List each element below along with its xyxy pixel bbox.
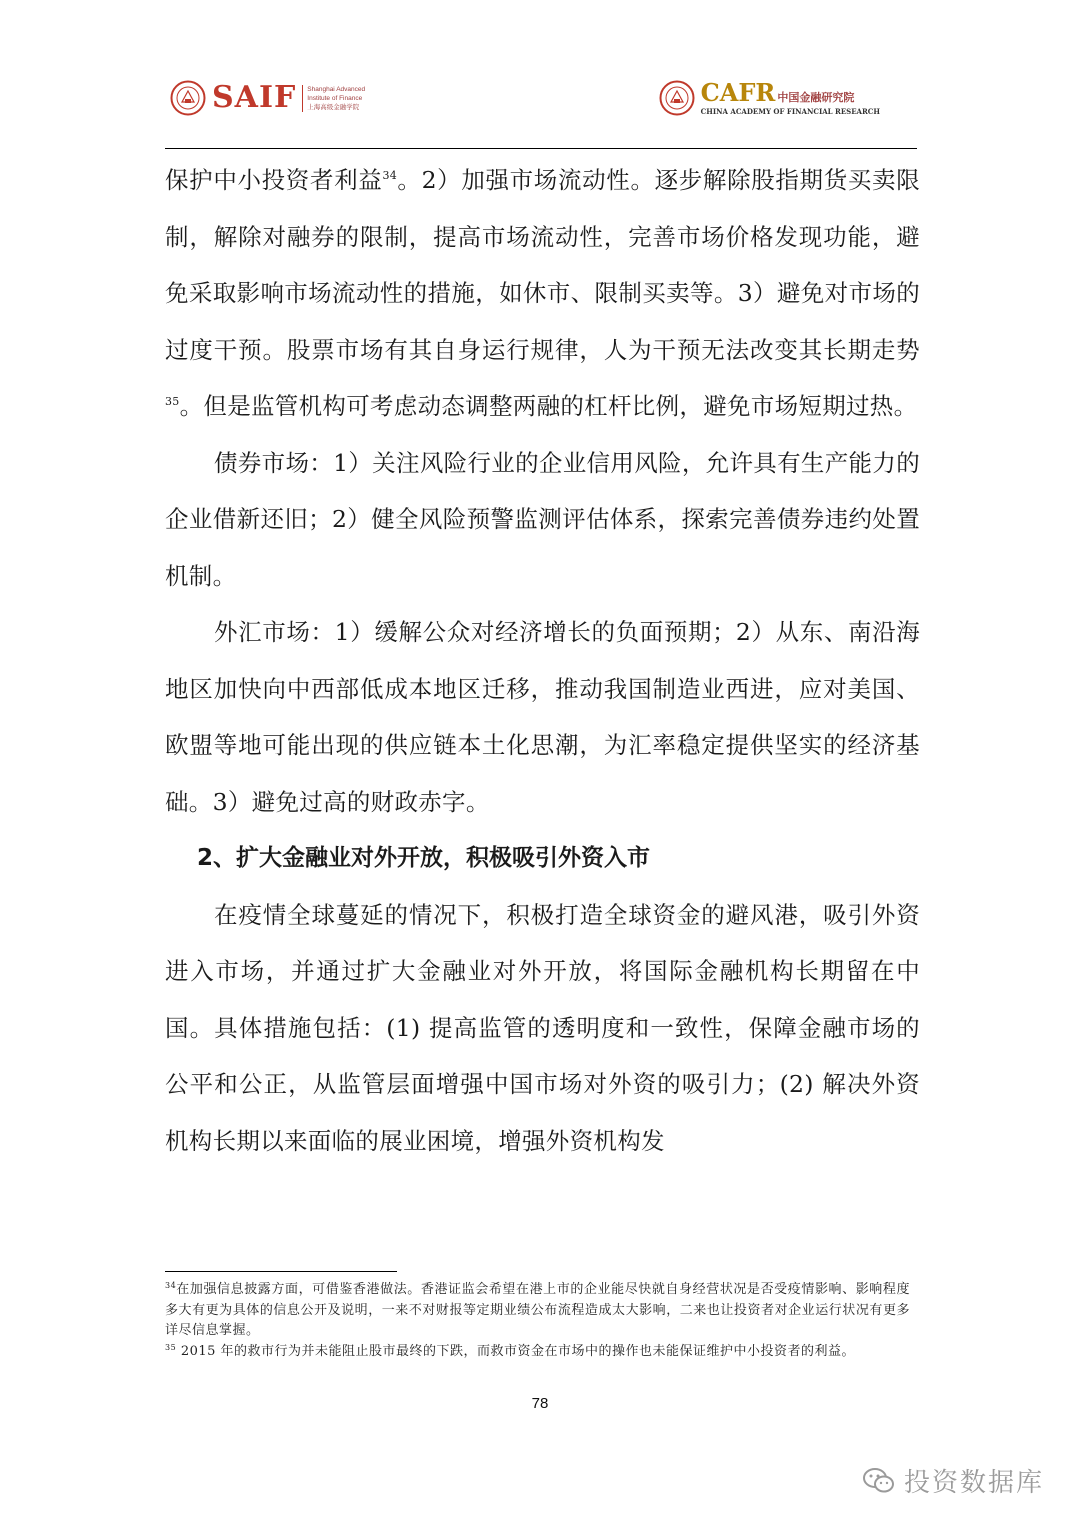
university-seal-icon bbox=[170, 80, 206, 116]
paragraph-opening-up: 在疫情全球蔓延的情况下，积极打造全球资金的避风港，吸引外资进入市场，并通过扩大金融业对外开放，将国际金融机构长期留在中国。具体措施包括：(1) 提高监管的透明度和一致性，保障金融市场的公平和公正，从监管层面增强中国市场对外资的吸引力；(2) 解决外资机构长期以来面临的展业困境，增强外资机构发 bbox=[165, 900, 920, 1155]
section-heading: 2、扩大金融业对外开放，积极吸引外资入市 bbox=[197, 845, 651, 871]
cafr-chinese-name: 中国金融研究院 bbox=[777, 90, 855, 104]
text-run: 。2）加强市场流动性。逐步解除股指期货买卖限制，解除对融券的限制，提高市场流动性，完善市场价格发现功能，避免采取影响市场流动性的措施，如休市、限制买卖等。3）避免对市场的过度干预。股票市场有其自身运行规律，人为干预无法改变其长期走势 bbox=[165, 166, 920, 364]
footnote-text: 在加强信息披露方面，可借鉴香港做法。香港证监会希望在港上市的企业能尽快就自身经营状况是否受疫情影响、影响程度多大有更为具体的信息公开及说明，一来不对财报等定期业绩公布流程造成太大影响，二来也让投资者对企业运行状况有更多详尽信息掌握。 bbox=[165, 1282, 910, 1338]
text-run: 。但是监管机构可考虑动态调整两融的杠杆比例，避免市场短期过热。 bbox=[179, 392, 918, 420]
saif-wordmark: SAIF bbox=[212, 80, 297, 115]
cafr-english-name: CHINA ACADEMY OF FINANCIAL RESEARCH bbox=[700, 106, 880, 116]
footnote-34 bbox=[165, 1280, 910, 1342]
watermark-text: 投资数据库 bbox=[903, 1468, 1044, 1498]
university-seal-icon bbox=[659, 80, 695, 116]
footnotes bbox=[165, 1280, 910, 1362]
paragraph-bond-market: 债券市场：1）关注风险行业的企业信用风险，允许具有生产能力的企业借新还旧；2）健全风险预警监测评估体系，探索完善债券违约处置机制。 bbox=[165, 448, 920, 590]
footnote-number: 35 bbox=[165, 1342, 177, 1352]
cafr-text bbox=[700, 77, 880, 116]
footnote-ref-35: 35 bbox=[165, 395, 180, 408]
main-content bbox=[165, 152, 920, 1169]
footnote-text: 2015 年的救市行为并未能阻止股市最终的下跌，而救市资金在市场中的操作也未能保证维护中小投资者的利益。 bbox=[176, 1343, 856, 1359]
header-divider bbox=[165, 148, 917, 149]
cafr-wordmark: CAFR bbox=[700, 77, 776, 107]
cafr-logo bbox=[659, 77, 880, 116]
saif-sub-line: Shanghai Advanced bbox=[307, 85, 366, 93]
wechat-icon bbox=[862, 1467, 896, 1495]
saif-subtitle bbox=[302, 85, 365, 112]
footnote-ref-34: 34 bbox=[382, 169, 398, 182]
page-header bbox=[165, 70, 915, 150]
saif-sub-line: Institute of Finance bbox=[307, 94, 363, 102]
paragraph-stock-market-cont bbox=[165, 152, 920, 435]
footnote-35 bbox=[165, 1342, 910, 1363]
paragraph-fx-market: 外汇市场：1）缓解公众对经济增长的负面预期；2）从东、南沿海地区加快向中西部低成本地区迁移，推动我国制造业西进，应对美国、欧盟等地可能出现的供应链本土化思潮，为汇率稳定提供坚实的经济基础。3）避免过高的财政赤字。 bbox=[165, 618, 920, 816]
text-run: 保护中小投资者利益 bbox=[165, 166, 383, 194]
wechat-watermark bbox=[862, 1462, 1044, 1499]
footnote-number: 34 bbox=[165, 1281, 177, 1290]
footnote-divider bbox=[165, 1271, 397, 1272]
page-number: 78 bbox=[531, 1395, 549, 1412]
saif-logo bbox=[170, 80, 365, 116]
saif-sub-line: 上海高级金融学院 bbox=[307, 103, 360, 111]
